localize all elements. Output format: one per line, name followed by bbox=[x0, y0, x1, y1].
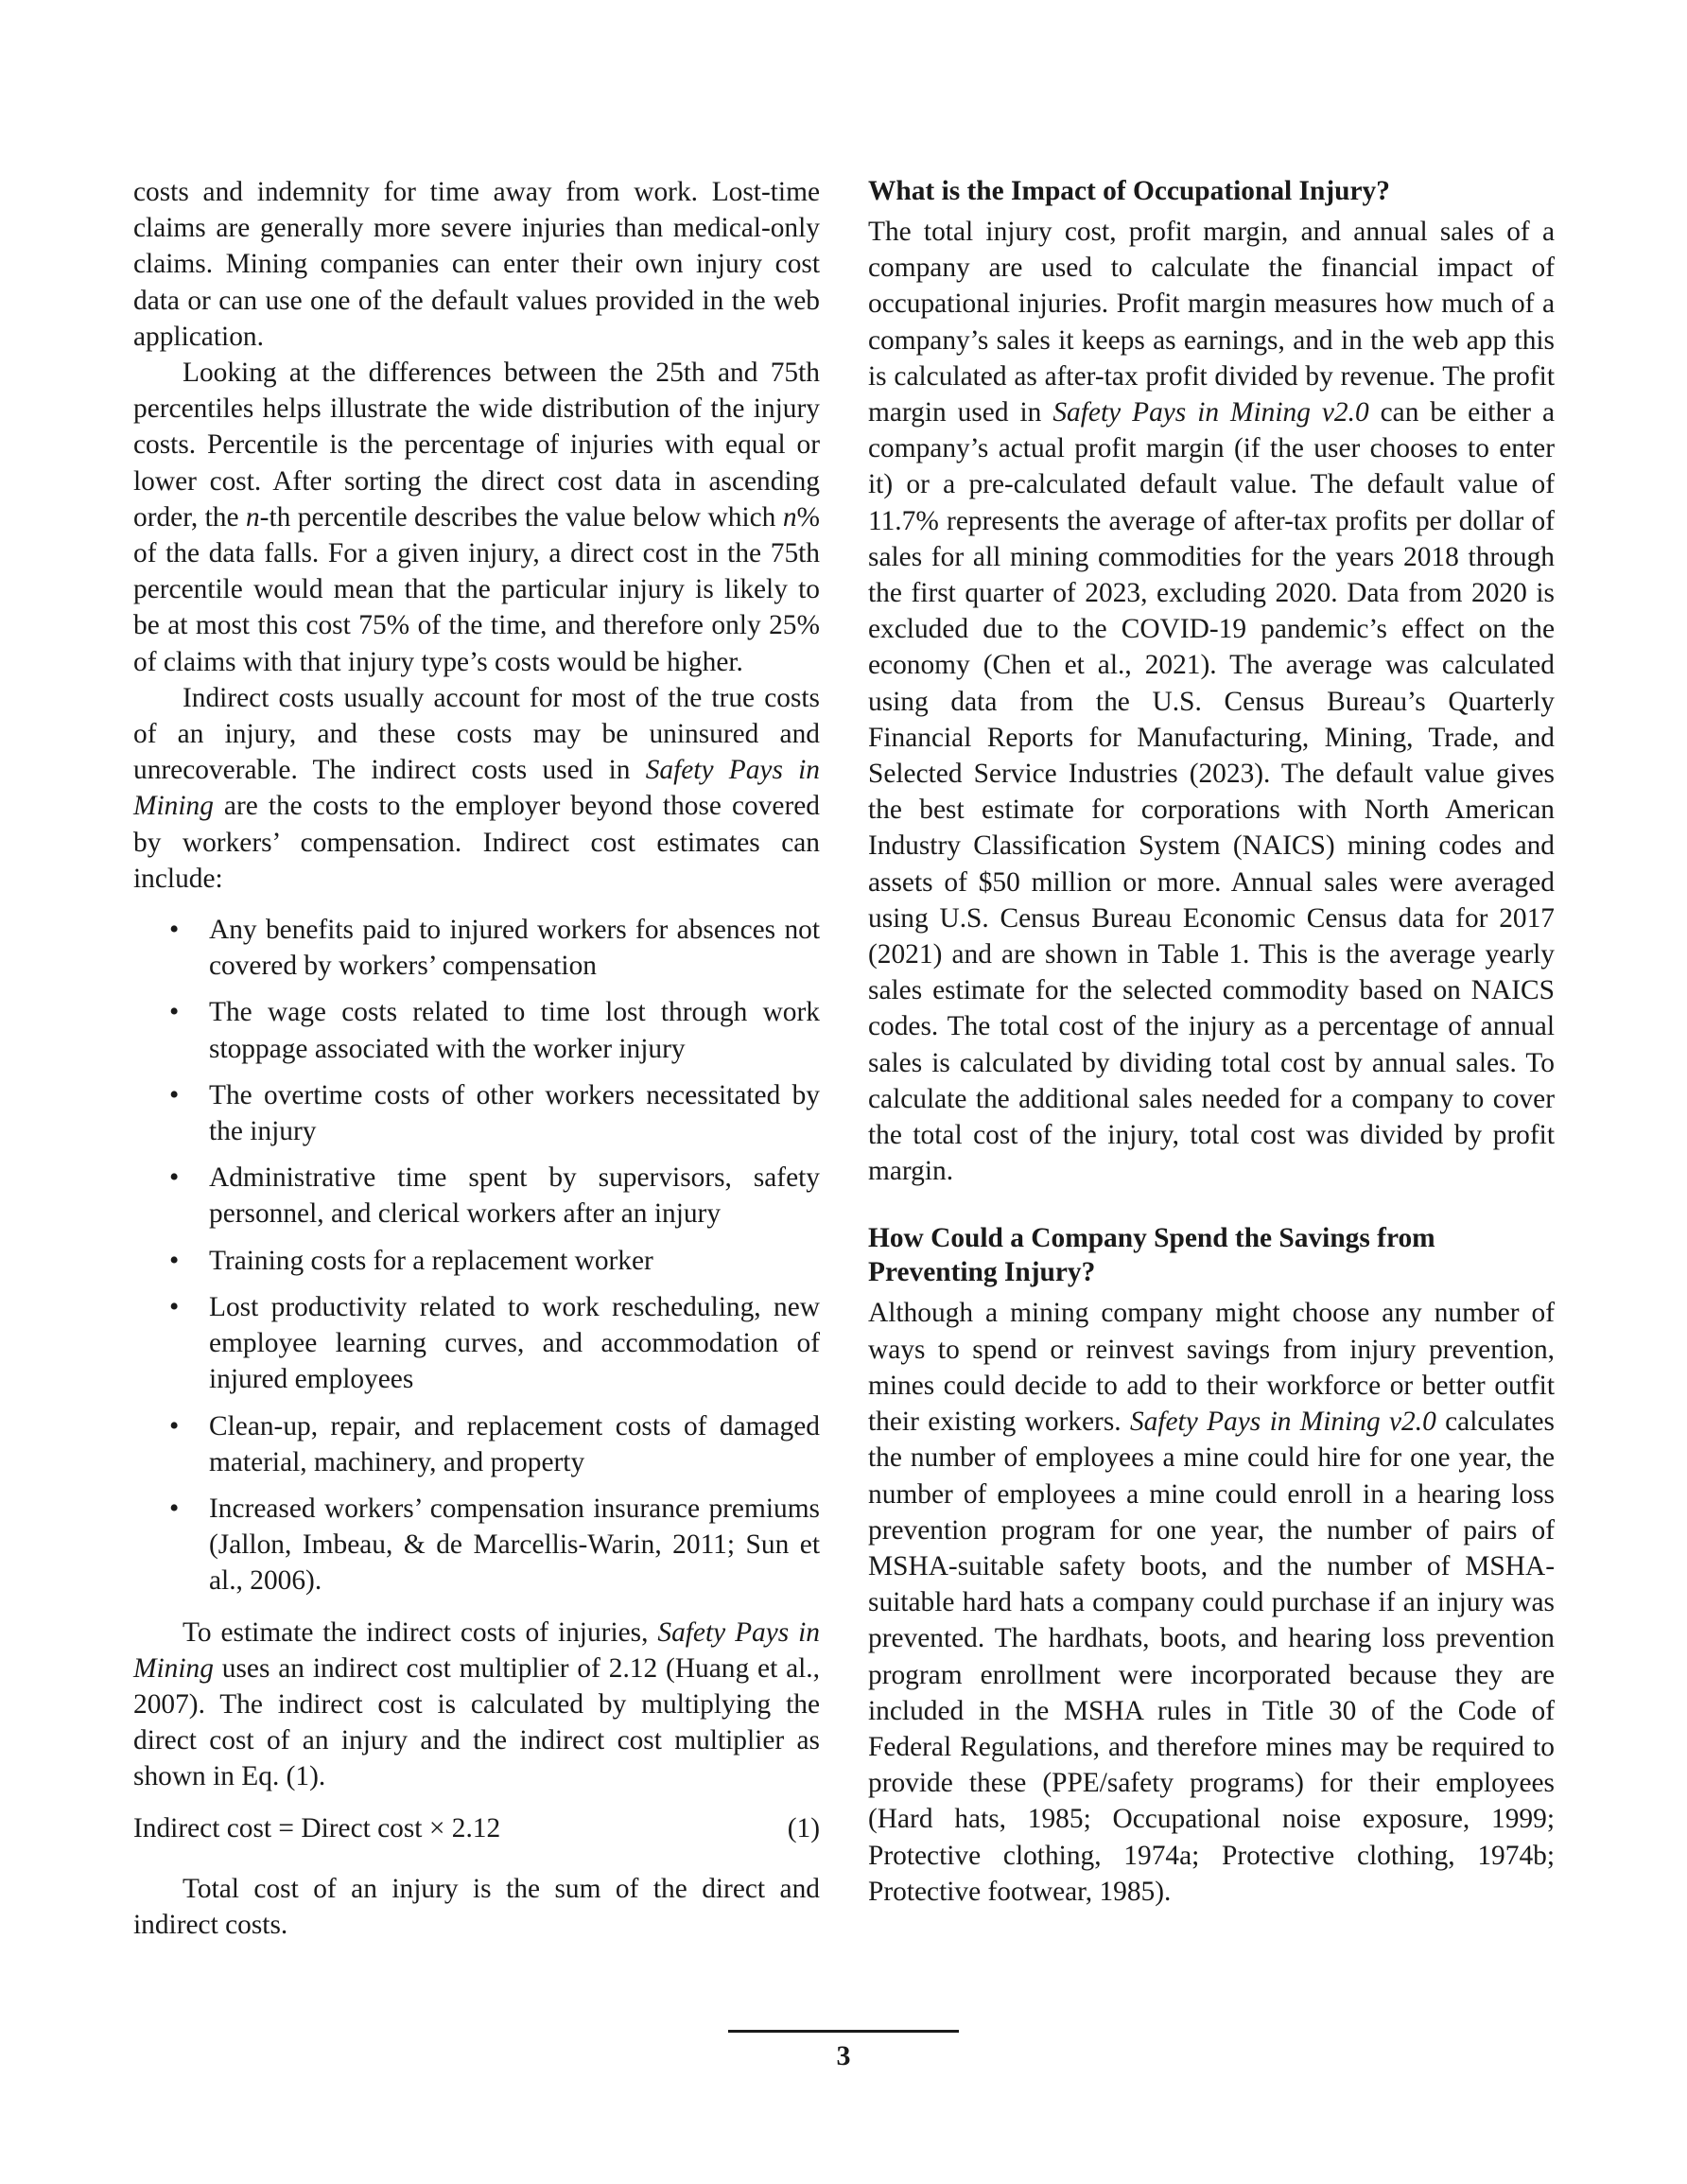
text-run: Although a mining company might choose any number of ways to spend or reinvest savings from injury prevention, mines could decide to add to their workforce or better outfit their existing workers. bbox=[868, 1298, 1555, 1438]
list-item bbox=[169, 994, 820, 1066]
text-run: % of the data falls. For a given injury, a direct cost in the 75th percentile would mean that the particular injury is likely to be at most this cost 75% of the time, and therefore only 25% of claims with that injury type’s costs would be higher. bbox=[133, 501, 820, 677]
list-item bbox=[169, 1289, 820, 1398]
italic-title: Safety Pays in Mining v2.0 bbox=[1129, 1406, 1436, 1438]
text-run: Looking at the differences between the 25th and 75th percentiles helps illustrate the wide distribution of the injury costs. Percentile is the percentage of injuries with equal or lower cost. After sorting the direct cost data in ascending order, the bbox=[133, 358, 820, 533]
list-item bbox=[169, 1491, 820, 1599]
list-item-text: Lost productivity related to work rescheduling, new employee learning curves, and accommodation of injured employees bbox=[209, 1291, 820, 1395]
paragraph-percentiles bbox=[133, 355, 820, 680]
paragraph-lost-time-claims: costs and indemnity for time away from work. Lost-time claims are generally more severe injuries than medical-only claims. Mining companies can enter their own injury cost data or can use one of the default values provided in the web application. bbox=[133, 177, 820, 352]
footer-rule bbox=[728, 2030, 959, 2033]
paragraph-indirect-costs bbox=[133, 680, 820, 897]
italic-title: Safety Pays in Mining v2.0 bbox=[1052, 397, 1369, 428]
list-item bbox=[169, 1408, 820, 1480]
list-item bbox=[169, 912, 820, 984]
italic-variable: n bbox=[782, 501, 797, 533]
list-item-text: Training costs for a replacement worker bbox=[209, 1245, 653, 1276]
section-heading-savings: How Could a Company Spend the Savings from Preventing Injury? bbox=[868, 1223, 1435, 1288]
list-item-text: The wage costs related to time lost through work stoppage associated with the worker injury bbox=[209, 997, 820, 1064]
left-column bbox=[133, 174, 820, 1943]
paragraph-total-cost: Total cost of an injury is the sum of the direct and indirect costs. bbox=[133, 1873, 820, 1940]
bullet-glyph: • bbox=[169, 1410, 180, 1441]
right-column bbox=[868, 174, 1555, 1910]
list-item-text: Increased workers’ compensation insurance premiums (Jallon, Imbeau, & de Marcellis-Warin, 2011; Sun et al., 2006). bbox=[209, 1493, 820, 1597]
equation-1 bbox=[133, 1810, 820, 1846]
bullet-glyph: • bbox=[169, 997, 180, 1028]
list-item-text: Administrative time spent by supervisors, safety personnel, and clerical workers after an injury bbox=[209, 1162, 820, 1230]
list-item bbox=[169, 1077, 820, 1149]
list-item-text: Clean-up, repair, and replacement costs of damaged material, machinery, and property bbox=[209, 1410, 820, 1477]
bullet-glyph: • bbox=[169, 1493, 180, 1524]
paragraph-indirect-multiplier bbox=[133, 1615, 820, 1795]
indirect-cost-list bbox=[133, 912, 820, 1599]
equation-number: (1) bbox=[787, 1812, 820, 1843]
bullet-glyph: • bbox=[169, 1079, 180, 1110]
bullet-glyph: • bbox=[169, 1162, 180, 1194]
bullet-glyph: • bbox=[169, 1245, 180, 1276]
bullet-glyph: • bbox=[169, 915, 180, 946]
italic-variable: n bbox=[245, 501, 260, 533]
list-item-text: Any benefits paid to injured workers for absences not covered by workers’ compensation bbox=[209, 915, 820, 982]
list-item bbox=[169, 1160, 820, 1232]
text-run: -th percentile describes the value below which bbox=[259, 501, 783, 533]
bullet-glyph: • bbox=[169, 1291, 180, 1322]
section-heading-impact: What is the Impact of Occupational Injury? bbox=[868, 176, 1390, 206]
paragraph-financial-impact bbox=[868, 214, 1555, 1189]
text-run: calculates the number of employees a mine could hire for one year, the number of employees a mine could enroll in a hearing loss prevention program for one year, the number of pairs of MSHA-suitable safety boots, and the number of MSHA-suitable hard hats a company could purchase if an injury was prevented. The hardhats, boots, and hearing loss prevention program enrollment were incorporated because they are included in the MSHA rules in Title 30 of the Code of Federal Regulations, and therefore mines may be required to provide these (PPE/safety programs) for their employees (Hard hats, 1985; Occupational noise exposure, 1999; Protective clothing, 1974a; Protective clothing, 1974b; Protective footwear, 1985). bbox=[868, 1406, 1555, 1907]
page-number: 3 bbox=[836, 2040, 851, 2071]
list-item bbox=[169, 1243, 820, 1279]
italic-title: Safety Pays in Mining bbox=[133, 1616, 821, 1684]
text-run: uses an indirect cost multiplier of 2.12 (Huang et al., 2007). The indirect cost is calculated by multiplying the direct cost of an injury and the indirect cost multiplier as shown in Eq. (1). bbox=[133, 1652, 820, 1792]
text-run: The total injury cost, profit margin, and annual sales of a company are used to calculate the financial impact of occupational injuries. Profit margin measures how much of a company’s sales it keeps as earnings, and in the web app this is calculated as after-tax profit divided by revenue. The profit margin used in bbox=[868, 217, 1555, 428]
text-run: To estimate the indirect costs of injuries, bbox=[183, 1616, 658, 1648]
text-run: can be either a company’s actual profit margin (if the user chooses to enter it) or a pre-calculated default value. The default value of 11.7% represents the average of after-tax profits per dollar of sales for all mining commodities for the years 2018 through the first quarter of 2023, excluding 2020. Data from 2020 is excluded due to the COVID-19 pandemic’s effect on the economy (Chen et al., 2021). The average was calculated using data from the U.S. Census Bureau’s Quarterly Financial Reports for Manufacturing, Mining, Trade, and Selected Service Industries (2023). The default value gives the best estimate for corporations with North American Industry Classification System (NAICS) mining codes and assets of $50 million or more. Annual sales were averaged using U.S. Census Bureau Economic Census data for 2017 (2021) and are shown in Table 1. This is the average yearly sales estimate for the selected commodity based on NAICS codes. The total cost of the injury as a percentage of annual sales is calculated by dividing total cost by annual sales. To calculate the additional sales needed for a company to cover the total cost of the injury, total cost was divided by profit margin. bbox=[868, 397, 1555, 1187]
text-run: Indirect costs usually account for most of the true costs of an injury, and these costs may be uninsured and unrecoverable. The indirect costs used in bbox=[133, 682, 820, 786]
italic-title: Safety Pays in Mining bbox=[133, 755, 820, 822]
list-item-text: The overtime costs of other workers necessitated by the injury bbox=[209, 1079, 820, 1147]
paragraph-spend-savings bbox=[868, 1295, 1555, 1909]
text-run: are the costs to the employer beyond those covered by workers’ compensation. Indirect cost estimates can include: bbox=[133, 791, 820, 894]
equation-text: Indirect cost = Direct cost × 2.12 bbox=[133, 1812, 501, 1843]
